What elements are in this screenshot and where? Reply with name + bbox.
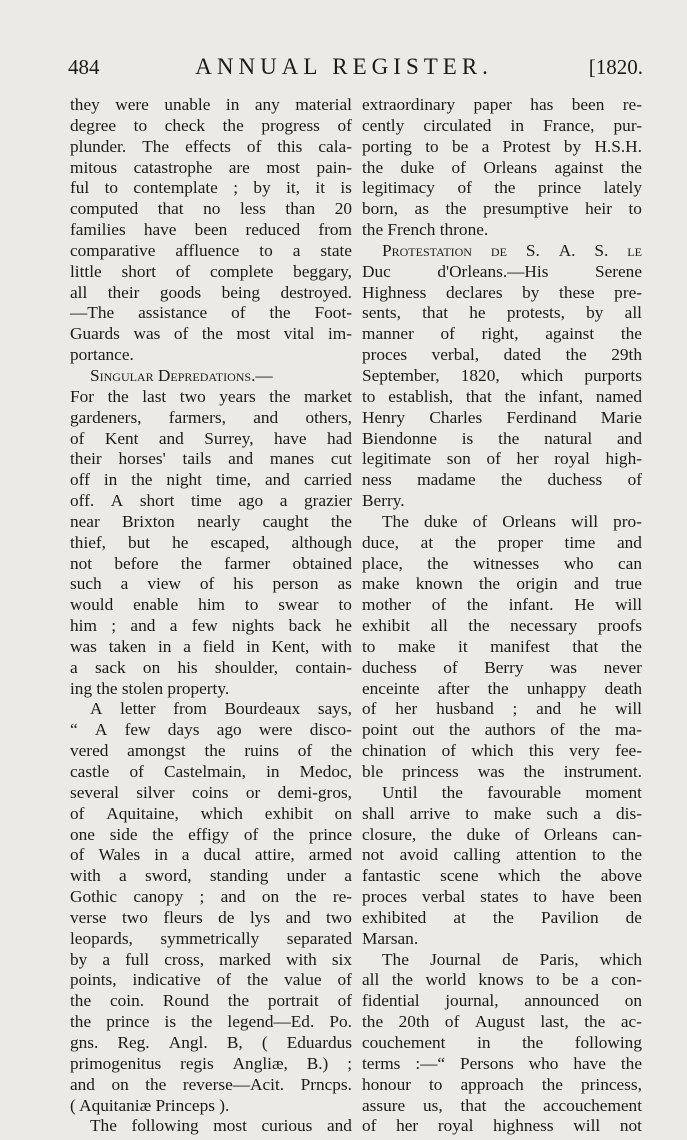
text-line: Highness declares by these pre- (362, 282, 642, 302)
text-line: not avoid calling attention to the (362, 845, 642, 865)
text-line: cently circulated in France, pur- (362, 115, 642, 135)
text-line: the duke of Orleans against the (362, 157, 642, 177)
running-title: ANNUAL REGISTER. (195, 54, 493, 79)
text-line: they were unable in any material (70, 95, 352, 114)
text-line: castle of Castelmain, in Medoc, (70, 762, 352, 781)
text-line: little short of complete beggary, (70, 261, 352, 281)
text-line: and on the reverse—Acit. Prncps. (70, 1074, 352, 1094)
text-line: Marsan. (362, 928, 419, 948)
text-line: manner of right, against the (362, 324, 642, 344)
text-line: was taken in a field in Kent, with (70, 636, 352, 656)
text-line: of her royal highness will not (362, 1116, 642, 1136)
text-line: place, the witnesses who can (362, 553, 642, 573)
text-line: terms :—“ Persons who have the (362, 1053, 642, 1073)
text-line: all the world knows to be a con- (362, 970, 642, 990)
text-line: ing the stolen property. (70, 678, 230, 698)
text-line: of Kent and Surrey, have had (70, 428, 352, 448)
text-line: fidential journal, announced on (362, 991, 642, 1011)
text-line: honour to approach the princess, (362, 1074, 642, 1094)
text-line: September, 1820, which purports (362, 365, 642, 385)
text-line: The Journal de Paris, which (382, 949, 642, 969)
text-line: Biendonne is the natural and (362, 428, 642, 448)
text-line: families have been reduced from (70, 220, 352, 240)
text-line: mitous catastrophe are most pain- (70, 157, 352, 177)
text-line: proces verbal, dated the 29th (362, 345, 642, 365)
text-line: exhibit all the necessary proofs (362, 616, 642, 636)
text-line: closure, the duke of Orleans can- (362, 824, 642, 844)
text-line: points, indicative of the value of (70, 970, 352, 990)
text-line: their horses' tails and manes cut (70, 449, 352, 469)
text-line: gns. Reg. Angl. B, ( Eduardus (70, 1032, 352, 1052)
text-line: off. A short time ago a grazier (70, 491, 352, 511)
text-line: of her husband ; and he will (362, 699, 642, 719)
text-line: plunder. The effects of this cala- (70, 136, 352, 156)
text-line: a sack on his shoulder, contain- (70, 657, 352, 677)
text-line: porting to be a Protest by H.S.H. (362, 136, 642, 156)
text-line: proces verbal states to have been (362, 887, 642, 907)
text-line: of Aquitaine, which exhibit on (70, 803, 352, 823)
text-line: make known the origin and true (362, 574, 642, 594)
text-line: to make it manifest that the (362, 636, 642, 656)
text-line: would enable him to swear to (70, 595, 352, 615)
text-line: point out the authors of the ma- (362, 720, 642, 740)
text-line: not before the farmer obtained (70, 553, 352, 573)
text-line: ful to contemplate ; by it, it is (70, 178, 352, 198)
text-line: comparative affluence to a state (70, 240, 352, 260)
text-line: Henry Charles Ferdinand Marie (362, 407, 642, 427)
text-line: leopards, symmetrically separated (70, 928, 352, 948)
text-line: duce, at the proper time and (362, 532, 642, 552)
text-line: Until the favourable moment (382, 782, 642, 802)
text-line: Protestation de S. A. S. le (382, 240, 642, 260)
text-line: The following most curious and (90, 1116, 352, 1136)
text-line: chination of which this very fee- (362, 741, 642, 761)
text-line: portance. (70, 345, 134, 365)
text-line: computed that no less than 20 (70, 199, 352, 219)
text-line: couchement in the following (362, 1032, 642, 1052)
text-line: sents, that he protests, by all (362, 303, 642, 323)
text-line: degree to check the progress of (70, 115, 352, 135)
header-year: [1820. (588, 55, 643, 79)
text-line: Berry. (362, 491, 405, 511)
text-line: extraordinary paper has been re- (362, 95, 642, 114)
text-line: Duc d'Orleans.—His Serene (362, 261, 642, 281)
text-line: assure us, that the accouchement (362, 1095, 642, 1115)
text-line: The duke of Orleans will pro- (382, 511, 642, 531)
text-line: off in the night time, and carried (70, 470, 352, 490)
text-line: all their goods being destroyed. (70, 282, 352, 302)
text-line: with a sword, standing under a (70, 866, 352, 886)
text-line: A letter from Bourdeaux says, (90, 699, 352, 719)
text-line: by a full cross, marked with six (70, 949, 352, 969)
text-line: the French throne. (362, 220, 489, 240)
text-line: verse two fleurs de lys and two (70, 907, 352, 927)
text-line: duchess of Berry was never (362, 657, 642, 677)
text-line: one side the effigy of the prince (70, 824, 352, 844)
text-line: several silver coins or demi-gros, (70, 782, 352, 802)
text-line: gardeners, farmers, and others, (70, 407, 352, 427)
text-line: exhibited at the Pavilion de (362, 907, 642, 927)
text-line: Guards was of the most vital im- (70, 324, 352, 344)
text-line: ness madame the duchess of (362, 470, 642, 490)
text-line: primogenitus regis Angliæ, B.) ; (70, 1053, 352, 1073)
left-column (70, 95, 352, 1137)
text-line: of Wales in a ducal attire, armed (70, 845, 352, 865)
text-line: “ A few days ago were disco- (70, 720, 352, 740)
text-line: shall arrive to make such a dis- (362, 803, 642, 823)
right-column (362, 95, 642, 1137)
text-line: Singular Depredations.— (90, 365, 273, 385)
text-line: Gothic canopy ; and on the re- (70, 887, 352, 907)
text-line: mother of the infant. He will (362, 595, 642, 615)
text-line: such a view of his person as (70, 574, 352, 594)
text-line: legitimate son of her royal high- (362, 449, 642, 469)
page-number: 484 (68, 55, 100, 79)
text-line: ( Aquitaniæ Princeps ). (70, 1095, 230, 1115)
text-line: legitimacy of the prince lately (362, 178, 642, 198)
text-line: born, as the presumptive heir to (362, 199, 642, 219)
text-line: For the last two years the market (70, 386, 352, 406)
text-line: near Brixton nearly caught the (70, 511, 352, 531)
text-line: ble princess was the instrument. (362, 762, 642, 781)
text-line: —The assistance of the Foot- (70, 303, 352, 323)
text-line: thief, but he escaped, although (70, 532, 352, 552)
text-line: him ; and a few nights back he (70, 616, 352, 636)
text-line: fantastic scene which the above (362, 866, 642, 886)
text-line: vered amongst the ruins of the (70, 741, 352, 761)
text-line: the prince is the legend—Ed. Po. (70, 1012, 352, 1032)
page-header (68, 54, 643, 84)
text-line: enceinte after the unhappy death (362, 678, 642, 698)
text-line: the 20th of August last, the ac- (362, 1012, 642, 1032)
text-line: to establish, that the infant, named (362, 386, 642, 406)
text-line: the coin. Round the portrait of (70, 991, 352, 1011)
